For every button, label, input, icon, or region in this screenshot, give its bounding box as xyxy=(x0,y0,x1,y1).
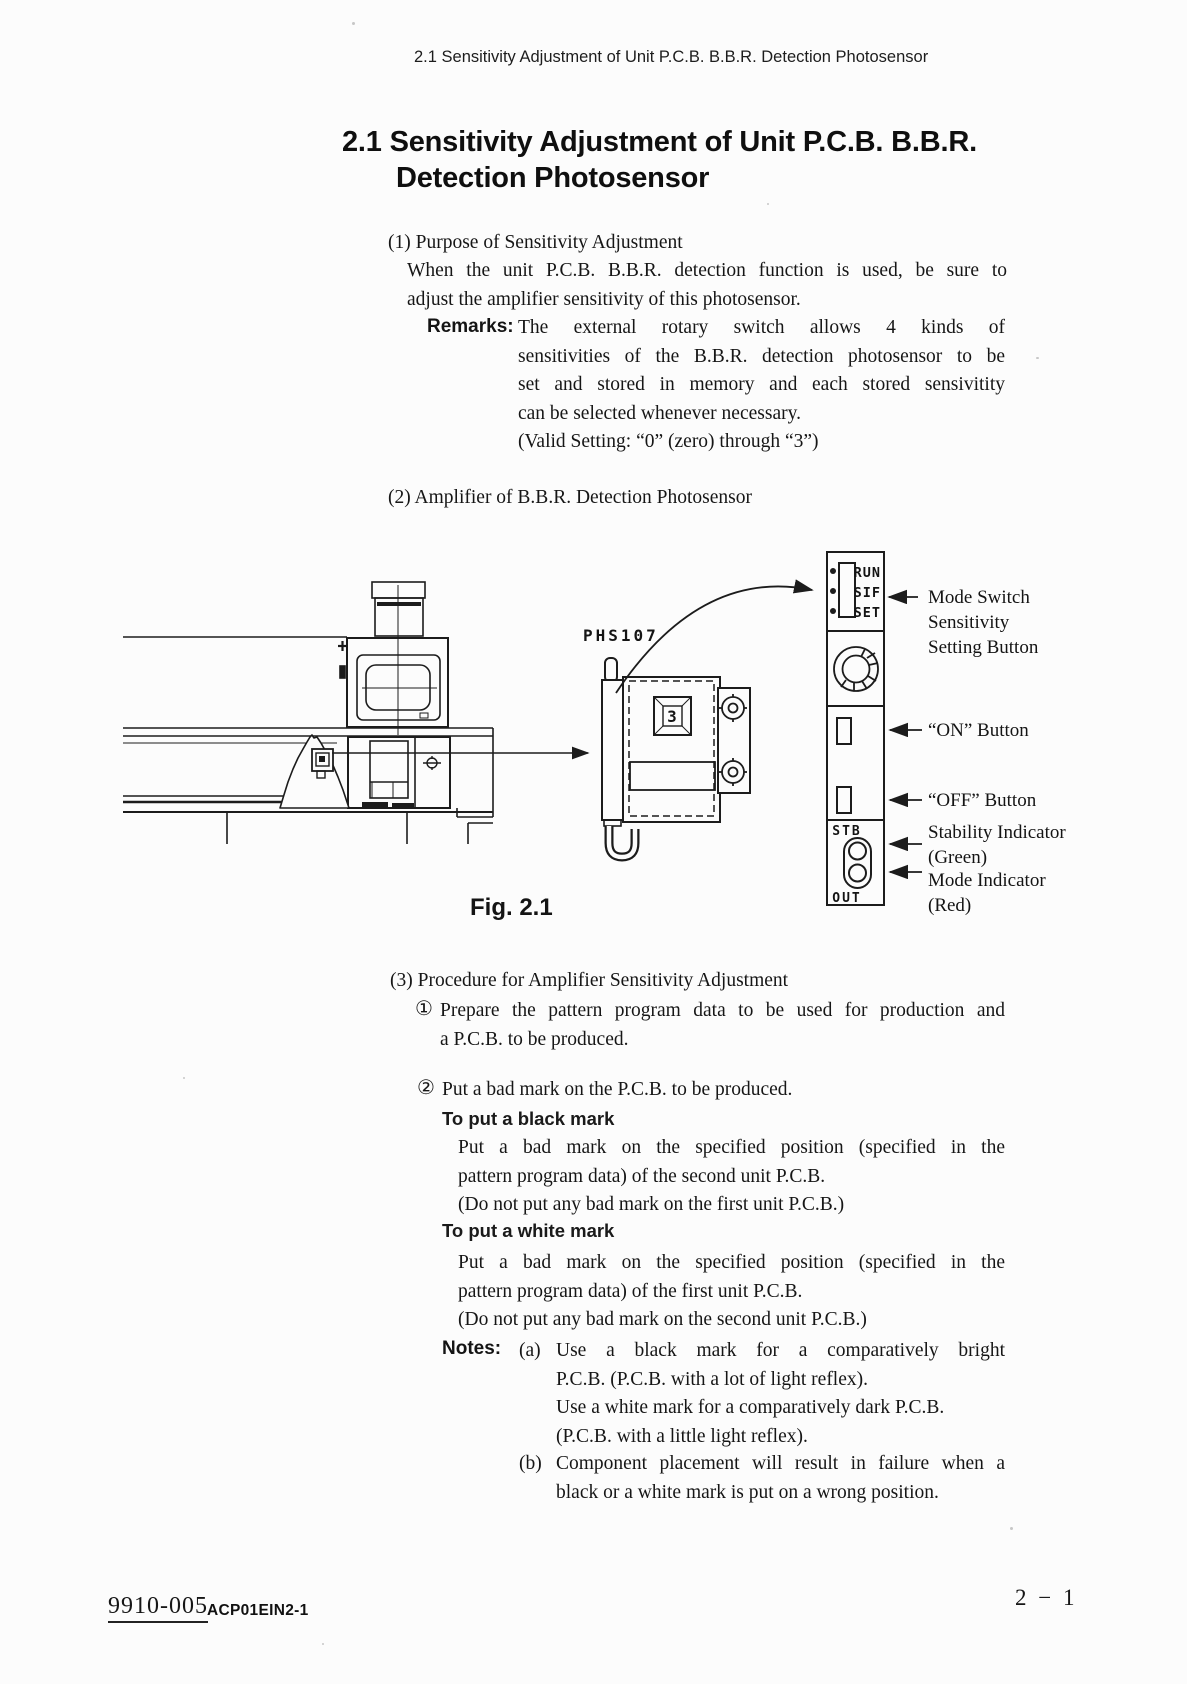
plus-mark xyxy=(338,641,347,651)
callout-mode-indicator: Mode Indicator xyxy=(928,870,1046,891)
amplifier-heading: (2) Amplifier of B.B.R. Detection Photosensor xyxy=(388,487,752,508)
callout-setting-button: Setting Button xyxy=(928,637,1039,658)
scan-speck xyxy=(1036,357,1039,359)
black-mark-line: (Do not put any bad mark on the first unit P.C.B.) xyxy=(458,1194,845,1216)
footer-doc-code: ACP01EIN2-1 xyxy=(207,1602,309,1619)
step1-marker: ① xyxy=(415,996,433,1020)
callout-stability-indicator: Stability Indicator xyxy=(928,822,1066,843)
scan-speck xyxy=(183,1077,185,1079)
note-b-marker: (b) xyxy=(519,1453,542,1474)
purpose-line: When the unit P.C.B. B.B.R. detection function is used, be sure to xyxy=(407,260,1007,281)
footer-page-number: 2 − 1 xyxy=(1015,1585,1075,1610)
remarks-label: Remarks: xyxy=(427,316,514,337)
machine-drawing xyxy=(123,582,493,844)
step1-line: Prepare the pattern program data to be used for production and xyxy=(440,1000,1005,1021)
white-mark-line: pattern program data) of the first unit P.C.B. xyxy=(458,1280,803,1302)
remarks-line: set and stored in memory and each stored sensivitity xyxy=(518,374,1005,396)
figure-2-1 xyxy=(110,505,1070,965)
black-mark-heading: To put a black mark xyxy=(442,1108,615,1129)
callout-arrows xyxy=(889,597,922,872)
callout-mode-switch: Mode Switch xyxy=(928,587,1030,608)
callout-mode-color: (Red) xyxy=(928,895,972,916)
purpose-heading: (1) Purpose of Sensitivity Adjustment xyxy=(388,232,683,253)
scan-speck xyxy=(352,22,355,25)
remarks-line: sensitivities of the B.B.R. detection photosensor to be xyxy=(518,345,1005,367)
step2-marker: ② xyxy=(417,1075,435,1099)
machine-door xyxy=(370,741,408,798)
note-b-line: Component placement will result in failure when a xyxy=(556,1453,1005,1474)
stb-label: STB xyxy=(832,824,862,839)
remarks-line: (Valid Setting: “0” (zero) through “3”) xyxy=(518,431,819,453)
mode-label-set: SET xyxy=(853,605,881,621)
note-b-body xyxy=(556,1450,1005,1507)
page-title-line1: 2.1 Sensitivity Adjustment of Unit P.C.B. B.B.R. xyxy=(342,126,977,158)
figure-drawing xyxy=(110,505,1070,965)
note-a-marker: (a) xyxy=(519,1340,541,1361)
mode-label-run: RUN xyxy=(853,565,881,581)
remarks-line: can be selected whenever necessary. xyxy=(518,402,801,424)
running-header: 2.1 Sensitivity Adjustment of Unit P.C.B. B.B.R. Detection Photosensor xyxy=(414,48,929,66)
sensor-antenna xyxy=(605,658,617,682)
procedure-heading: (3) Procedure for Amplifier Sensitivity Adjustment xyxy=(390,970,789,991)
note-a-body xyxy=(556,1337,1005,1451)
figure-caption: Fig. 2.1 xyxy=(470,894,553,921)
note-a-line: Use a black mark for a comparatively bright xyxy=(556,1340,1005,1361)
remarks-line: The external rotary switch allows 4 kinds of xyxy=(518,317,1005,338)
phs107-sensor-drawing xyxy=(602,658,750,857)
step1-body xyxy=(440,997,1005,1054)
purpose-body xyxy=(407,257,1007,314)
footer-doc-number: 9910-005 xyxy=(108,1592,208,1623)
sensor-model-label: PHS107 xyxy=(583,626,659,645)
purpose-line: adjust the amplifier sensitivity of this photosensor. xyxy=(407,288,801,310)
note-a-line: Use a white mark for a comparatively dark P.C.B. xyxy=(556,1397,945,1419)
target-symbol xyxy=(423,756,441,770)
black-mark-line: Put a bad mark on the specified position (specified in the xyxy=(458,1137,1005,1158)
white-mark-line: (Do not put any bad mark on the second unit P.C.B.) xyxy=(458,1309,867,1331)
note-b-line: black or a white mark is put on a wrong position. xyxy=(556,1481,939,1503)
white-mark-heading: To put a white mark xyxy=(442,1220,615,1241)
remarks-body xyxy=(518,314,1005,457)
page-title-line2: Detection Photosensor xyxy=(396,162,710,194)
sensor-body xyxy=(623,677,720,822)
callout-sensitivity: Sensitivity xyxy=(928,612,1010,633)
black-mark-body xyxy=(458,1134,1005,1220)
white-mark-body xyxy=(458,1249,1005,1335)
step1-line: a P.C.B. to be produced. xyxy=(440,1028,629,1050)
notes-label: Notes: xyxy=(442,1338,502,1359)
scan-speck xyxy=(322,1643,324,1645)
scan-speck xyxy=(1010,1527,1013,1530)
callout-on-button: “ON” Button xyxy=(928,720,1029,741)
dial-value: 3 xyxy=(667,707,677,726)
black-mark-line: pattern program data) of the second unit P.C.B. xyxy=(458,1165,826,1187)
step2-intro: Put a bad mark on the P.C.B. to be produced. xyxy=(442,1079,793,1100)
note-a-line: P.C.B. (P.C.B. with a lot of light reflex). xyxy=(556,1368,868,1390)
note-a-line: (P.C.B. with a little light reflex). xyxy=(556,1425,808,1447)
callout-off-button: “OFF” Button xyxy=(928,790,1037,811)
mode-label-sif: SIF xyxy=(853,585,881,601)
white-mark-line: Put a bad mark on the specified position (specified in the xyxy=(458,1252,1005,1273)
callout-stability-color: (Green) xyxy=(928,847,988,868)
scan-speck xyxy=(767,203,769,205)
out-label: OUT xyxy=(832,891,862,906)
